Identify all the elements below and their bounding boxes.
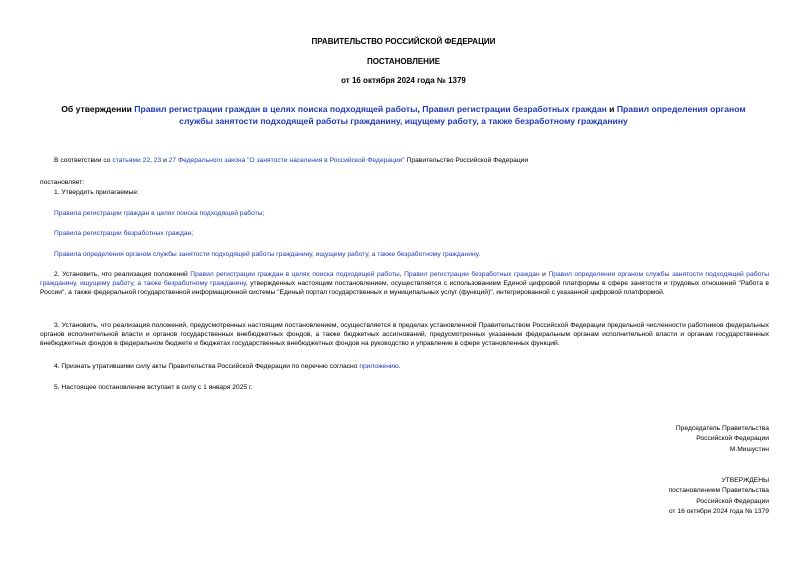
preamble-separator: и: [161, 157, 169, 164]
item-2-separator: ,: [399, 271, 405, 278]
item-3-paragraph: 3. Установить, что реализация положений, предусмотренных настоящим постановлением, осуществляется в пределах установленной Правительством Российской Федерации предельной численности работников федеральных органов исполнительной власти и органов государственных внебюджетных фондов, а также бюджетных ассигнований, предусмотренных указанным федеральным органам исполнительной власти и органам государственных внебюджетных фондов в федеральном бюджете и бюджетах государственных внебюджетных фондов на руководство и управление в сфере установленных функций.: [40, 322, 769, 348]
item-4-text: 4. Признать утратившими силу акты Правительства Российской Федерации по перечню согласно: [54, 363, 360, 370]
item-2-link-unemployed-rules[interactable]: Правил регистрации безработных граждан: [404, 271, 540, 278]
title-separator: ,: [417, 104, 423, 114]
preamble: [54, 156, 769, 165]
approval-stamp-block: [669, 476, 769, 518]
item-5-paragraph: 5. Настоящее постановление вступает в силу с 1 января 2025 г.: [54, 384, 253, 391]
item-1-link-suitable-work-rules[interactable]: Правила определения органом службы занятости подходящей работы гражданину, ищущему работу, а также безработному гражданину.: [54, 251, 481, 258]
preamble-text: Правительство Российской Федерации: [404, 157, 529, 164]
decides-label: постановляет:: [40, 179, 85, 186]
item-2-text: 2. Установить, что реализация положений: [54, 271, 191, 278]
item-1-link-unemployed-rules[interactable]: Правила регистрации безработных граждан;: [54, 230, 194, 237]
item-2-paragraph: [40, 270, 769, 297]
title-separator: и: [606, 104, 617, 114]
item-2-link-suitable-work-rules[interactable]: Правил определения органом службы занятости подходящей работы гражданину, ищущему работу, а также безработному гражданину: [40, 271, 769, 288]
link-article-23[interactable]: 23: [153, 157, 162, 164]
preamble-separator: ,: [150, 157, 154, 164]
document-type-heading: ПОСТАНОВЛЕНИЕ: [366, 57, 441, 66]
approval-title: УТВЕРЖДЕНЫ: [721, 477, 769, 484]
link-federal-law[interactable]: Федерального закона "О занятости населения в Российской Федерации": [177, 157, 405, 164]
approval-by: постановлением Правительства: [668, 487, 769, 495]
signature-block: [676, 424, 769, 455]
item-2-link-registration-rules[interactable]: Правил регистрации граждан в целях поиска подходящей работы: [190, 271, 400, 278]
government-heading: ПРАВИТЕЛЬСТВО РОССИЙСКОЙ ФЕДЕРАЦИИ: [311, 37, 496, 46]
item-4-paragraph: [54, 362, 769, 371]
item-1-link-registration-rules[interactable]: Правила регистрации граждан в целях поиска подходящей работы;: [54, 210, 265, 217]
document-title: [48, 104, 759, 127]
item-4-end: .: [398, 363, 401, 370]
document-date-number: от 16 октября 2024 года № 1379: [341, 76, 466, 85]
title-link-registration-rules[interactable]: Правил регистрации граждан в целях поиска подходящей работы: [134, 104, 418, 114]
item-2-separator: и: [539, 271, 549, 278]
title-link-suitable-work-rules[interactable]: Правил определения органом службы занятости подходящей работы гражданину, ищущему работу, а также безработному гражданину: [179, 104, 746, 126]
approval-date-number: от 16 октября 2024 года № 1379: [668, 508, 769, 516]
signature-name: М.Мишустин: [729, 445, 769, 453]
approval-organization: Российской Федерации: [696, 497, 769, 505]
title-prefix: Об утверждении: [61, 104, 135, 114]
link-article-22[interactable]: статьями 22: [112, 157, 151, 164]
signature-position: Председатель Правительства: [675, 425, 769, 432]
signature-organization: Российской Федерации: [696, 435, 769, 443]
link-article-27[interactable]: 27: [168, 157, 177, 164]
item-2-text: , утвержденных настоящим постановлением, осуществляется с использованием Единой цифровой платформы в сфере занятости и трудовых отношений "Работа в России", а также федеральной государственной информационной системы "Единый портал государственных и муниципальных услуг (функций)", интегрированной с указанной цифровой платформой.: [40, 280, 769, 297]
item-1-intro: 1. Утвердить прилагаемые:: [54, 189, 139, 196]
preamble-text: В соответствии со: [54, 157, 113, 164]
title-link-unemployed-rules[interactable]: Правил регистрации безработных граждан: [422, 104, 607, 114]
link-appendix[interactable]: приложению: [359, 363, 399, 370]
